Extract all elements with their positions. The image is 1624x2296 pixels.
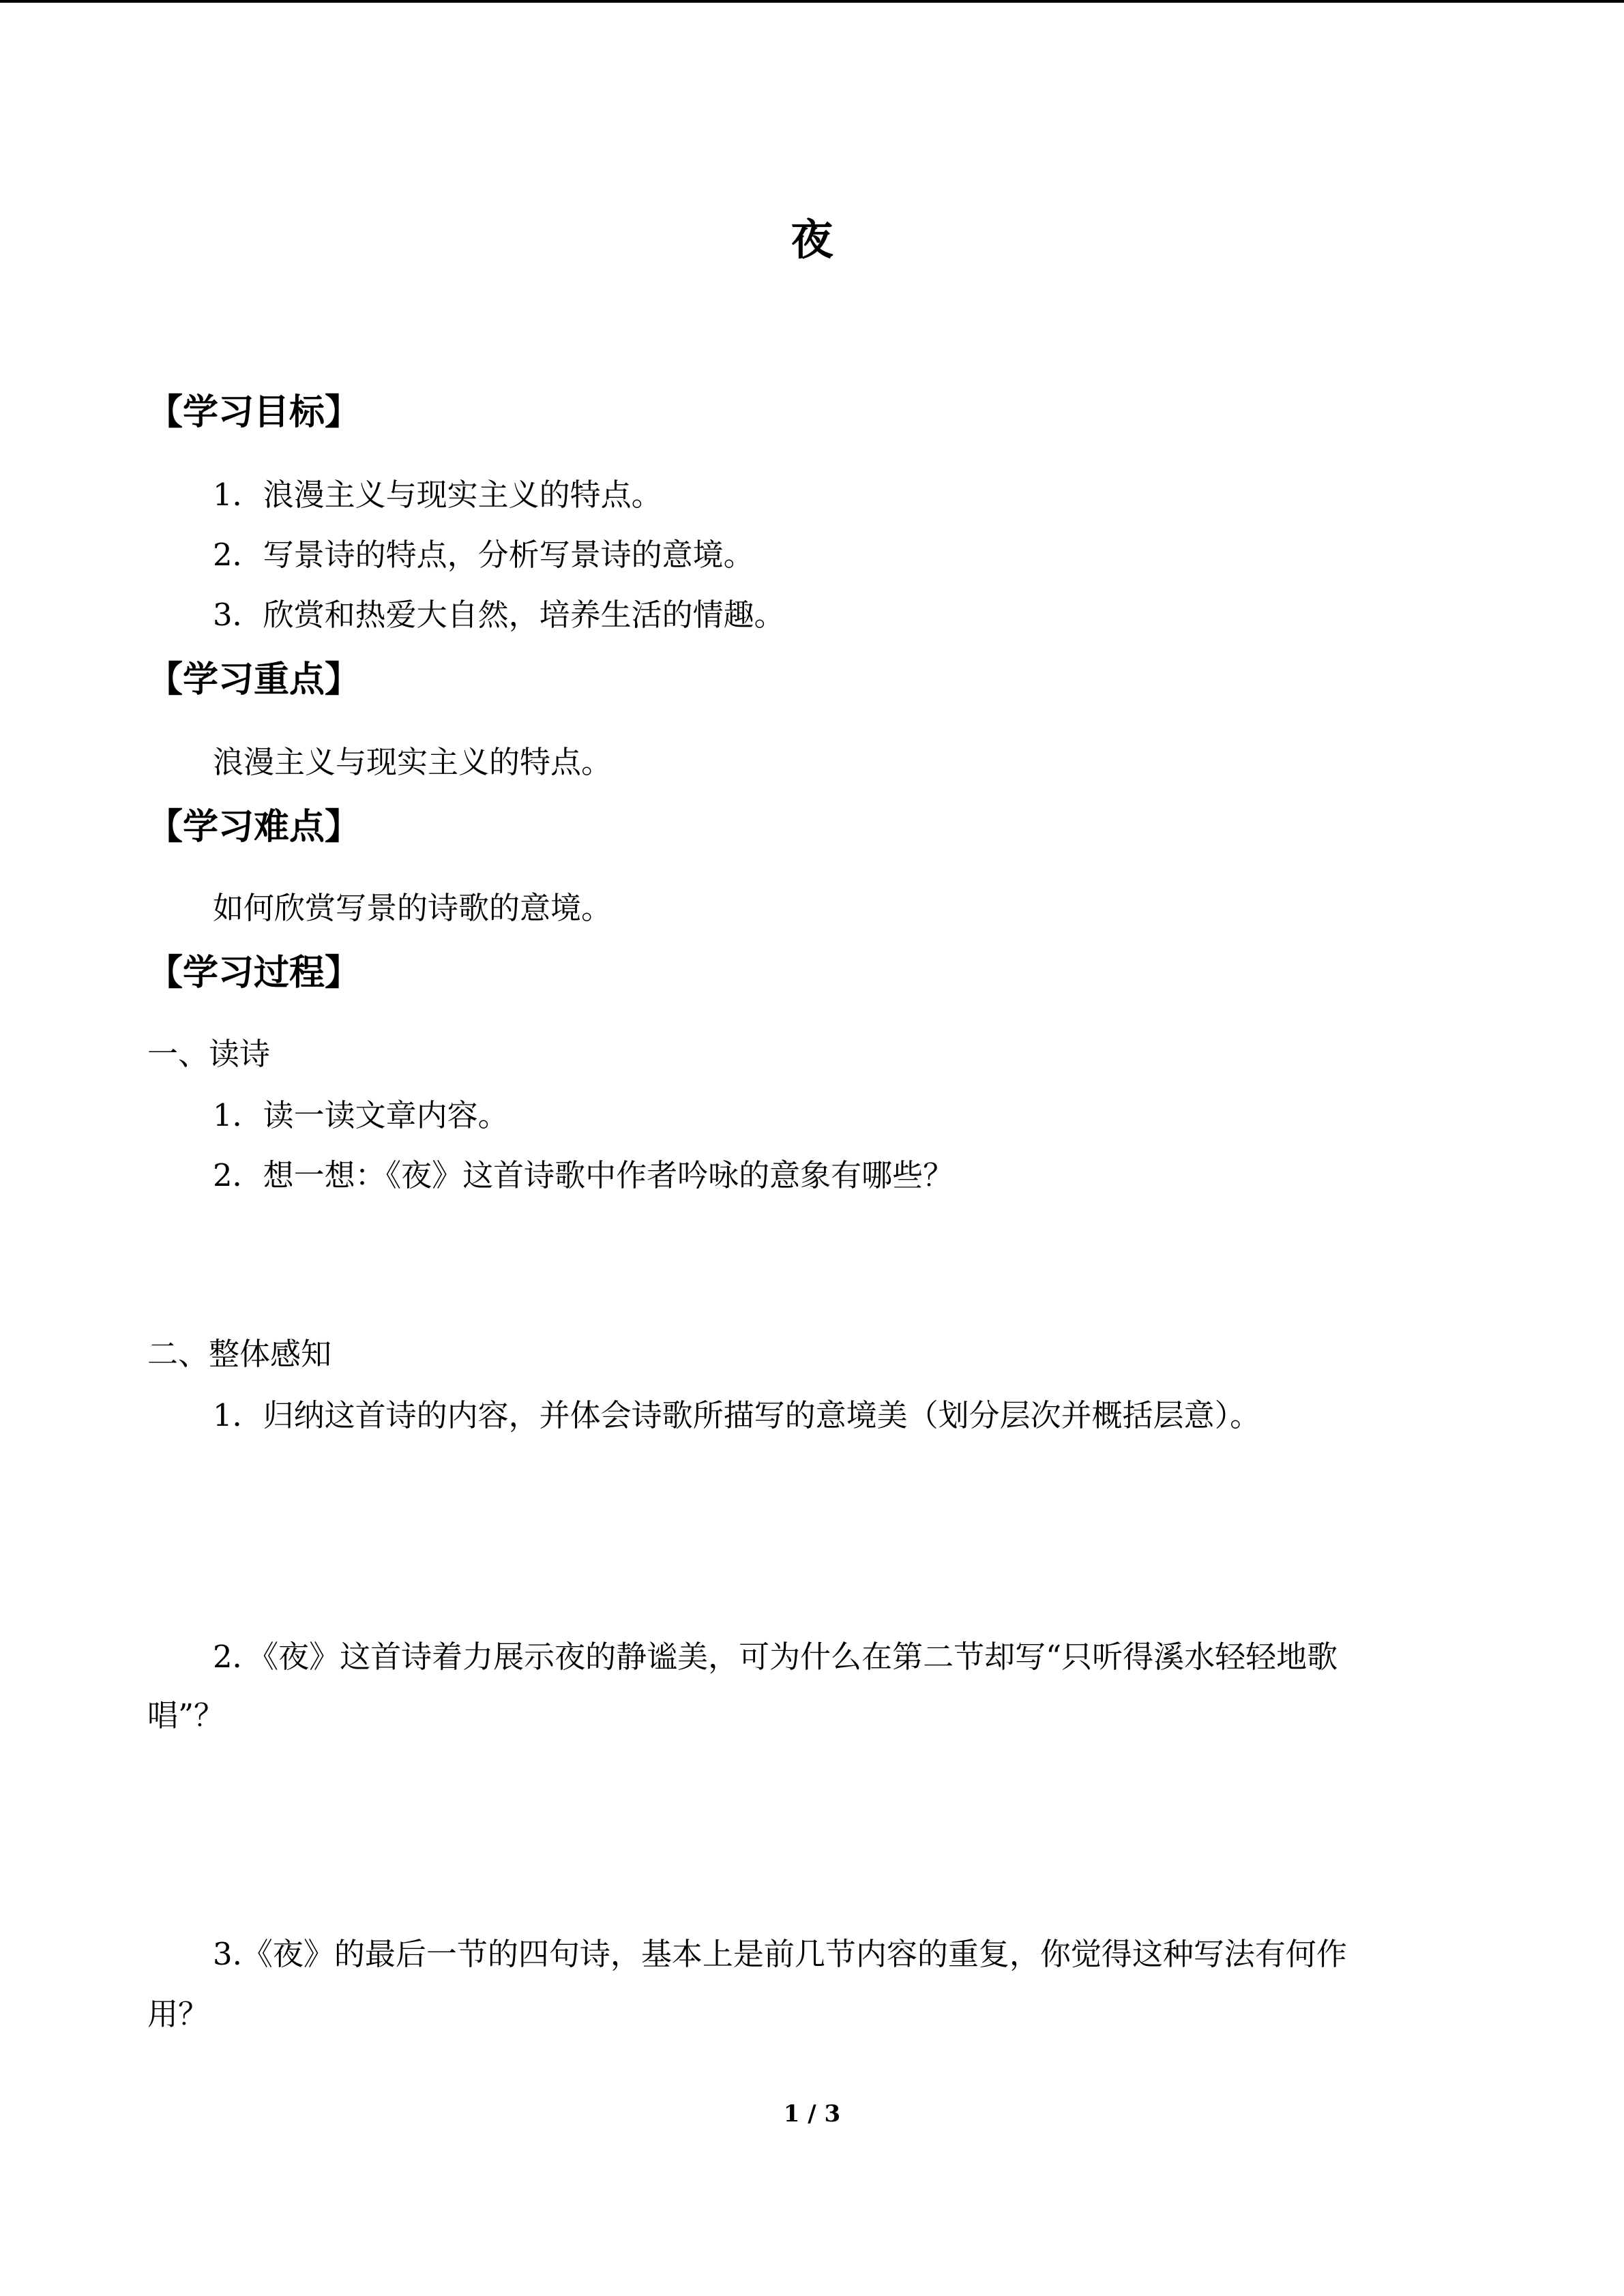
objective-item-1: 1．浪漫主义与现实主义的特点。: [213, 477, 662, 513]
difficulties-heading: 【学习难点】: [147, 806, 361, 848]
overall-question-3-line-1: 3.《夜》的最后一节的四句诗，基本上是前几节内容的重复，你觉得这种写法有何作: [213, 1936, 1347, 1972]
overall-question-2-line-1: 2．《夜》这首诗着力展示夜的静谧美，可为什么在第二节却写“只听得溪水轻轻地歌: [213, 1639, 1338, 1675]
page-number: 1 / 3: [783, 2100, 841, 2128]
objective-item-2: 2．写景诗的特点，分析写景诗的意境。: [213, 537, 754, 573]
section-read-poem-title: 一、读诗: [147, 1036, 271, 1072]
read-item-1: 1．读一读文章内容。: [213, 1097, 509, 1133]
overall-question-1: 1．归纳这首诗的内容，并体会诗歌所描写的意境美（划分层次并概括层意）。: [213, 1397, 1261, 1433]
section-overall-title: 二、整体感知: [147, 1336, 332, 1372]
key-points-text: 浪漫主义与现实主义的特点。: [213, 744, 612, 780]
key-points-heading: 【学习重点】: [147, 659, 361, 700]
top-border-line: [0, 0, 1624, 3]
difficulties-text: 如何欣赏写景的诗歌的意境。: [213, 890, 612, 926]
objective-item-3: 3．欣赏和热爱大自然，培养生活的情趣。: [213, 597, 785, 633]
overall-question-3-line-2: 用？: [147, 1996, 209, 2032]
overall-question-2-line-2: 唱”？: [147, 1697, 225, 1733]
page-title: 夜: [791, 215, 833, 265]
process-heading: 【学习过程】: [147, 952, 361, 994]
objectives-heading: 【学习目标】: [147, 391, 361, 433]
read-item-2: 2．想一想：《夜》这首诗歌中作者吟咏的意象有哪些？: [213, 1157, 954, 1193]
